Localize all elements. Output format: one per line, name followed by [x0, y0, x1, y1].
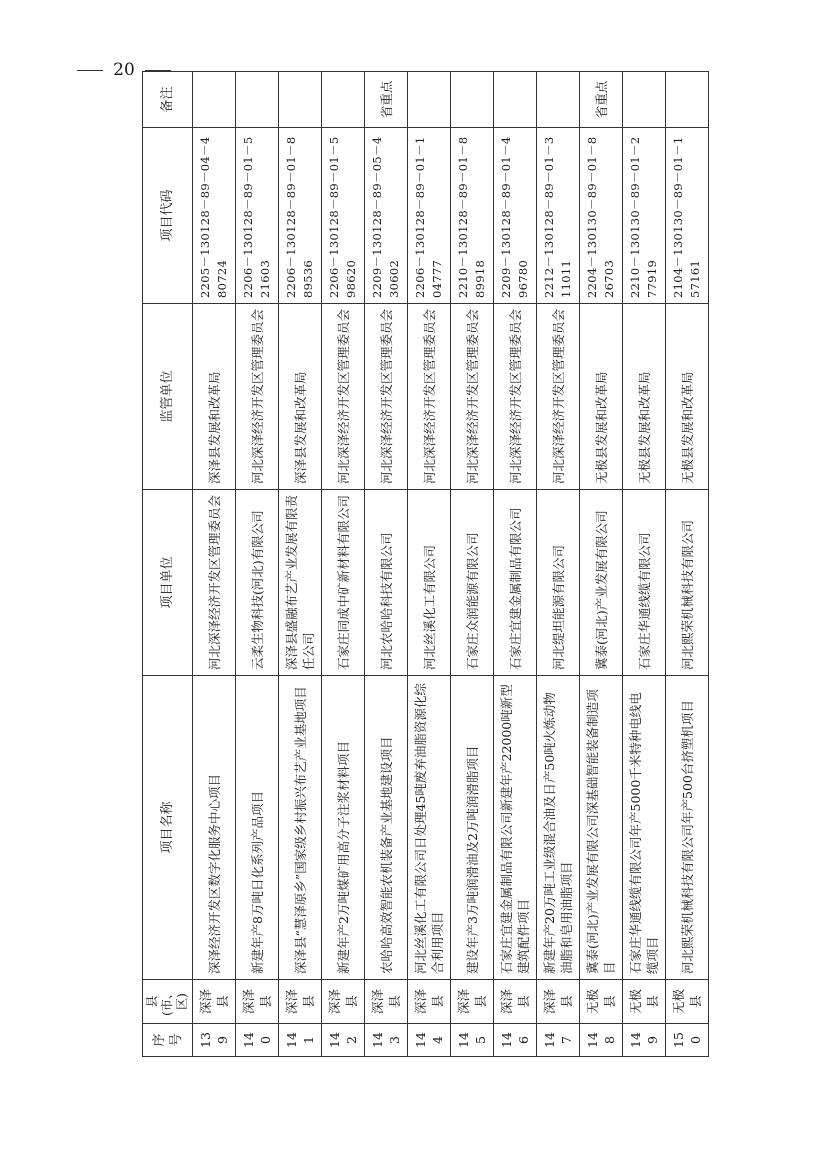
cell-code: 2210－130130－89－01－277919 — [623, 128, 666, 304]
cell-unit: 云柔生物科技(河北)有限公司 — [236, 490, 279, 676]
cell-no: 145 — [451, 1024, 494, 1057]
cell-county: 深泽县 — [193, 980, 236, 1024]
cell-name: 石家庄华通线缆有限公司年产5000千米特种电线电缆项目 — [623, 676, 666, 980]
cell-supervisor: 无极县发展和改革局 — [580, 304, 623, 490]
cell-county: 无极县 — [623, 980, 666, 1024]
cell-note — [236, 72, 279, 128]
table-row — [279, 72, 322, 1057]
cell-no: 147 — [537, 1024, 580, 1057]
project-table — [142, 71, 709, 1057]
cell-note — [322, 72, 365, 128]
header-no: 序号 — [143, 1024, 193, 1057]
cell-county: 深泽县 — [451, 980, 494, 1024]
cell-name: 新建年产8万吨日化系列产品项目 — [236, 676, 279, 980]
cell-no: 141 — [279, 1024, 322, 1057]
cell-code: 2210－130128－89－01－889918 — [451, 128, 494, 304]
cell-no: 144 — [408, 1024, 451, 1057]
cell-unit: 石家庄众润能源有限公司 — [451, 490, 494, 676]
cell-name: 农哈哈高效智能农机装备产业基地建设项目 — [365, 676, 408, 980]
cell-note: 省重点 — [365, 72, 408, 128]
cell-no: 146 — [494, 1024, 537, 1057]
cell-no: 149 — [623, 1024, 666, 1057]
cell-supervisor: 无极县发展和改革局 — [666, 304, 709, 490]
cell-code: 2204－130130－89－01－826703 — [580, 128, 623, 304]
cell-name: 建设年产3万吨润滑油及2万吨润滑脂项目 — [451, 676, 494, 980]
cell-note — [193, 72, 236, 128]
cell-code: 2205－130128－89－04－480724 — [193, 128, 236, 304]
cell-supervisor: 河北深泽经济开发区管理委员会 — [322, 304, 365, 490]
header-note: 备注 — [143, 72, 193, 128]
cell-code: 2209－130128－89－01－496780 — [494, 128, 537, 304]
table-row — [623, 72, 666, 1057]
table-row — [193, 72, 236, 1057]
cell-note — [537, 72, 580, 128]
table-body — [193, 72, 709, 1057]
cell-note — [623, 72, 666, 128]
cell-supervisor: 深泽县发展和改革局 — [193, 304, 236, 490]
cell-name: 河北熙荣机械科技有限公司年产500台挤塑机项目 — [666, 676, 709, 980]
cell-county: 深泽县 — [322, 980, 365, 1024]
cell-no: 148 — [580, 1024, 623, 1057]
table-row — [580, 72, 623, 1057]
cell-unit: 河北熙荣机械科技有限公司 — [666, 490, 709, 676]
cell-note: 省重点 — [580, 72, 623, 128]
cell-name: 新建年产20万吨工业级混合油及日产50吨火炼动物油脂和皂用油脂项目 — [537, 676, 580, 980]
cell-code: 2206－130128－89－01－598620 — [322, 128, 365, 304]
cell-county: 深泽县 — [279, 980, 322, 1024]
table-row — [236, 72, 279, 1057]
table-row — [537, 72, 580, 1057]
cell-unit: 石家庄同成中矿新材料有限公司 — [322, 490, 365, 676]
cell-unit: 河北深泽经济开发区管理委员会 — [193, 490, 236, 676]
cell-unit: 河北农哈哈科技有限公司 — [365, 490, 408, 676]
table-row — [494, 72, 537, 1057]
header-name: 项目名称 — [143, 676, 193, 980]
header-county: 县 (市、区) — [143, 980, 193, 1024]
cell-supervisor: 河北深泽经济开发区管理委员会 — [537, 304, 580, 490]
dash-left — [77, 70, 103, 71]
cell-supervisor: 深泽县发展和改革局 — [279, 304, 322, 490]
cell-name: 冀泰(河北)产业发展有限公司深基础智能装备制造项目 — [580, 676, 623, 980]
cell-note — [408, 72, 451, 128]
cell-supervisor: 河北深泽经济开发区管理委员会 — [365, 304, 408, 490]
cell-name: 深泽县“慧泽原乡”国家级乡村振兴布艺产业基地项目 — [279, 676, 322, 980]
table-row — [408, 72, 451, 1057]
cell-supervisor: 无极县发展和改革局 — [623, 304, 666, 490]
cell-code: 2206－130128－89－01－104777 — [408, 128, 451, 304]
cell-county: 深泽县 — [236, 980, 279, 1024]
cell-note — [451, 72, 494, 128]
cell-no: 143 — [365, 1024, 408, 1057]
header-unit: 项目单位 — [143, 490, 193, 676]
cell-unit: 河北缇坦能源有限公司 — [537, 490, 580, 676]
cell-no: 142 — [322, 1024, 365, 1057]
cell-name: 深泽经济开发区数字化服务中心项目 — [193, 676, 236, 980]
cell-supervisor: 河北深泽经济开发区管理委员会 — [451, 304, 494, 490]
cell-county: 深泽县 — [408, 980, 451, 1024]
cell-no: 139 — [193, 1024, 236, 1057]
table-row — [365, 72, 408, 1057]
table-row — [666, 72, 709, 1057]
cell-county: 深泽县 — [365, 980, 408, 1024]
cell-no: 140 — [236, 1024, 279, 1057]
cell-note — [666, 72, 709, 128]
cell-supervisor: 河北深泽经济开发区管理委员会 — [408, 304, 451, 490]
cell-unit: 河北丝溪化工有限公司 — [408, 490, 451, 676]
cell-unit: 石家庄宜建金属制品有限公司 — [494, 490, 537, 676]
cell-name: 新建年产2万吨煤矿用高分子注浆材料项目 — [322, 676, 365, 980]
cell-county: 无极县 — [666, 980, 709, 1024]
cell-unit: 石家庄华通线缆有限公司 — [623, 490, 666, 676]
cell-code: 2206－130128－89－01－521603 — [236, 128, 279, 304]
header-row — [143, 72, 193, 1057]
cell-supervisor: 河北深泽经济开发区管理委员会 — [494, 304, 537, 490]
cell-name: 石家庄宜建金属制品有限公司新建年产22000吨新型建筑配件项目 — [494, 676, 537, 980]
cell-code: 2206－130128－89－01－889536 — [279, 128, 322, 304]
cell-county: 深泽县 — [537, 980, 580, 1024]
cell-unit: 冀泰(河北)产业发展有限公司 — [580, 490, 623, 676]
page-number-text: 20 — [113, 60, 135, 80]
header-supervisor: 监管单位 — [143, 304, 193, 490]
cell-supervisor: 河北深泽经济开发区管理委员会 — [236, 304, 279, 490]
table-row — [322, 72, 365, 1057]
cell-county: 无极县 — [580, 980, 623, 1024]
cell-code: 2209－130128－89－05－430602 — [365, 128, 408, 304]
cell-note — [494, 72, 537, 128]
table-row — [451, 72, 494, 1057]
cell-county: 深泽县 — [494, 980, 537, 1024]
cell-name: 河北丝溪化工有限公司日处理45吨废弃油脂资源化综合利用项目 — [408, 676, 451, 980]
cell-note — [279, 72, 322, 128]
cell-no: 150 — [666, 1024, 709, 1057]
cell-unit: 深泽县盛融布艺产业发展有限责任公司 — [279, 490, 322, 676]
cell-code: 2104－130130－89－01－157161 — [666, 128, 709, 304]
header-code: 项目代码 — [143, 128, 193, 304]
cell-code: 2212－130128－89－01－311011 — [537, 128, 580, 304]
